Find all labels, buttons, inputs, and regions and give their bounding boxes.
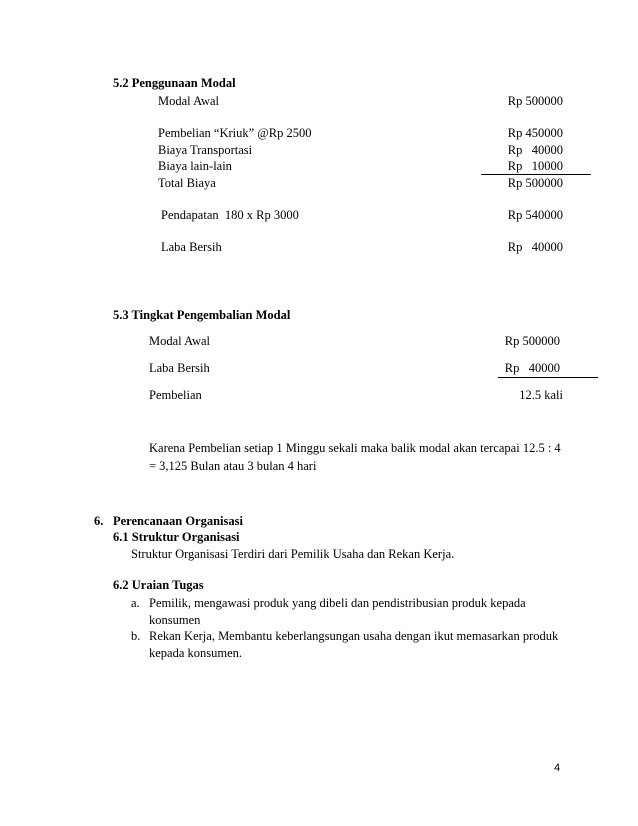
s52-label-total: Total Biaya	[158, 176, 216, 190]
s53-value-pembelian: 12.5 kali	[519, 388, 563, 402]
s53-note-line-1: Karena Pembelian setiap 1 Minggu sekali maka balik modal akan tercapai 12.5 : 4	[149, 441, 561, 455]
page-number: 4	[554, 762, 561, 774]
section-6-number: 6.	[94, 514, 104, 528]
s52-label-modal-awal: Modal Awal	[158, 94, 219, 108]
list-item-b-marker: b.	[131, 629, 141, 643]
section-6-heading: Perencanaan Organisasi	[113, 514, 243, 528]
list-item-a-marker: a.	[131, 596, 140, 610]
s53-value-laba: Rp 40000	[504, 361, 560, 375]
s52-value-pembelian: Rp 450000	[507, 126, 563, 140]
list-item-a-line-2: konsumen	[149, 613, 201, 627]
section-5-2-heading: 5.2 Penggunaan Modal	[113, 76, 236, 90]
s53-label-modal-awal: Modal Awal	[149, 334, 210, 348]
s52-value-modal-awal: Rp 500000	[507, 94, 563, 108]
s53-note-line-2: = 3,125 Bulan atau 3 bulan 4 hari	[149, 459, 317, 473]
s52-label-pendapatan: Pendapatan 180 x Rp 3000	[161, 208, 299, 222]
list-item-b-line-1: Rekan Kerja, Membantu keberlangsungan usaha dengan ikut memasarkan produk	[149, 629, 559, 643]
s53-label-laba: Laba Bersih	[149, 361, 210, 375]
s52-label-laba: Laba Bersih	[161, 240, 222, 254]
section-5-3-heading: 5.3 Tingkat Pengembalian Modal	[113, 308, 291, 322]
s52-value-transportasi: Rp 40000	[507, 143, 563, 157]
s52-label-lain-lain: Biaya lain-lain	[158, 159, 232, 173]
section-6-1-text: Struktur Organisasi Terdiri dari Pemilik Usaha dan Rekan Kerja.	[131, 547, 455, 561]
section-6-2-heading: 6.2 Uraian Tugas	[113, 578, 204, 592]
s52-value-total: Rp 500000	[507, 176, 563, 190]
list-item-a-line-1: Pemilik, mengawasi produk yang dibeli dan pendistribusian produk kepada	[149, 596, 526, 610]
list-item-b-line-2: kepada konsumen.	[149, 646, 243, 660]
s52-label-pembelian: Pembelian “Kriuk” @Rp 2500	[158, 126, 312, 140]
s53-label-pembelian: Pembelian	[149, 388, 202, 402]
s52-sum-rule	[481, 174, 591, 175]
s53-sum-rule	[498, 377, 598, 378]
s52-value-lain-lain: Rp 10000	[507, 159, 563, 173]
s52-value-laba: Rp 40000	[507, 240, 563, 254]
section-6-1-heading: 6.1 Struktur Organisasi	[113, 530, 240, 544]
s52-label-transportasi: Biaya Transportasi	[158, 143, 253, 157]
s53-value-modal-awal: Rp 500000	[504, 334, 560, 348]
s52-value-pendapatan: Rp 540000	[507, 208, 563, 222]
